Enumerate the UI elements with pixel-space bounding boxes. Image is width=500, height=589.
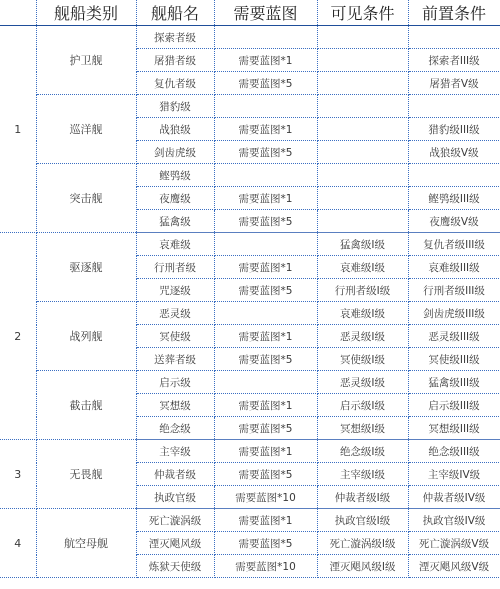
blueprint-cell (214, 302, 317, 325)
visible-condition-cell (317, 95, 408, 118)
ship-name: 探索者级 (136, 26, 214, 49)
prerequisite-cell: 屠猎者V级 (408, 72, 500, 95)
prerequisite-cell: 夜鹰级V级 (408, 210, 500, 233)
visible-condition-cell: 冥使级I级 (317, 348, 408, 371)
ship-name: 咒逐级 (136, 279, 214, 302)
ship-class: 航空母舰 (36, 509, 136, 578)
ship-name: 行刑者级 (136, 256, 214, 279)
prerequisite-cell: 战狼级V级 (408, 141, 500, 164)
ship-class: 突击舰 (36, 164, 136, 233)
ship-name: 启示级 (136, 371, 214, 394)
ship-name: 猎豹级 (136, 95, 214, 118)
table-row (0, 95, 500, 118)
blueprint-cell: 需要蓝图*10 (214, 486, 317, 509)
table-row (0, 233, 500, 256)
ship-class: 护卫舰 (36, 26, 136, 95)
visible-condition-cell: 仲裁者级I级 (317, 486, 408, 509)
ship-name: 屠猎者级 (136, 49, 214, 72)
visible-condition-cell: 绝念级I级 (317, 440, 408, 463)
visible-condition-cell: 恶灵级I级 (317, 371, 408, 394)
header-ship-name: 舰船名 (136, 0, 214, 26)
table-row (0, 302, 500, 325)
prerequisite-cell: 猎豹级III级 (408, 118, 500, 141)
visible-condition-cell: 行刑者级I级 (317, 279, 408, 302)
visible-condition-cell (317, 210, 408, 233)
prerequisite-cell: 鲣鸮级III级 (408, 187, 500, 210)
group-number: 2 (0, 233, 36, 440)
visible-condition-cell: 死亡漩涡级I级 (317, 532, 408, 555)
ship-name: 猛禽级 (136, 210, 214, 233)
visible-condition-cell (317, 49, 408, 72)
ship-name: 送葬者级 (136, 348, 214, 371)
ship-name: 哀难级 (136, 233, 214, 256)
ship-name: 复仇者级 (136, 72, 214, 95)
visible-condition-cell (317, 141, 408, 164)
visible-condition-cell (317, 187, 408, 210)
group-number: 3 (0, 440, 36, 509)
visible-condition-cell: 哀难级I级 (317, 302, 408, 325)
blueprint-cell (214, 164, 317, 187)
blueprint-cell (214, 26, 317, 49)
ship-name: 仲裁者级 (136, 463, 214, 486)
prerequisite-cell: 复仇者级III级 (408, 233, 500, 256)
table-row (0, 509, 500, 532)
prerequisite-cell (408, 164, 500, 187)
ship-name: 湮灭飓风级 (136, 532, 214, 555)
group-number: 4 (0, 509, 36, 578)
prerequisite-cell: 执政官级IV级 (408, 509, 500, 532)
blueprint-cell: 需要蓝图*1 (214, 394, 317, 417)
ship-class: 截击舰 (36, 371, 136, 440)
blueprint-cell (214, 371, 317, 394)
blueprint-cell: 需要蓝图*1 (214, 509, 317, 532)
visible-condition-cell (317, 118, 408, 141)
visible-condition-cell: 启示级I级 (317, 394, 408, 417)
blueprint-cell: 需要蓝图*5 (214, 532, 317, 555)
prerequisite-cell: 绝念级III级 (408, 440, 500, 463)
visible-condition-cell: 哀难级I级 (317, 256, 408, 279)
visible-condition-cell (317, 26, 408, 49)
prerequisite-cell: 猛禽级III级 (408, 371, 500, 394)
ship-name: 炼狱天使级 (136, 555, 214, 578)
ship-name: 恶灵级 (136, 302, 214, 325)
prerequisite-cell: 冥使级III级 (408, 348, 500, 371)
blueprint-cell: 需要蓝图*1 (214, 325, 317, 348)
header-blueprint: 需要蓝图 (214, 0, 317, 26)
blueprint-cell: 需要蓝图*1 (214, 440, 317, 463)
ship-name: 主宰级 (136, 440, 214, 463)
header-group (0, 0, 36, 26)
ship-class: 巡洋舰 (36, 95, 136, 164)
prerequisite-cell: 湮灭飓风级V级 (408, 555, 500, 578)
prerequisite-cell: 恶灵级III级 (408, 325, 500, 348)
ship-name: 冥想级 (136, 394, 214, 417)
ship-name: 鲣鸮级 (136, 164, 214, 187)
blueprint-cell: 需要蓝图*5 (214, 279, 317, 302)
blueprint-cell: 需要蓝图*1 (214, 49, 317, 72)
visible-condition-cell: 湮灭飓风级I级 (317, 555, 408, 578)
prerequisite-cell (408, 95, 500, 118)
prerequisite-cell: 仲裁者级IV级 (408, 486, 500, 509)
blueprint-cell (214, 233, 317, 256)
prerequisite-cell: 主宰级IV级 (408, 463, 500, 486)
ship-name: 死亡漩涡级 (136, 509, 214, 532)
visible-condition-cell: 恶灵级I级 (317, 325, 408, 348)
ship-class: 驱逐舰 (36, 233, 136, 302)
header-ship-class: 舰船类别 (36, 0, 136, 26)
ship-name: 夜鹰级 (136, 187, 214, 210)
blueprint-cell: 需要蓝图*5 (214, 417, 317, 440)
ship-name: 战狼级 (136, 118, 214, 141)
ship-class: 战列舰 (36, 302, 136, 371)
prerequisite-cell: 行刑者级III级 (408, 279, 500, 302)
blueprint-cell: 需要蓝图*1 (214, 187, 317, 210)
blueprint-cell: 需要蓝图*5 (214, 72, 317, 95)
visible-condition-cell: 冥想级I级 (317, 417, 408, 440)
visible-condition-cell (317, 164, 408, 187)
header-visible-condition: 可见条件 (317, 0, 408, 26)
prerequisite-cell: 死亡漩涡级V级 (408, 532, 500, 555)
table-row (0, 371, 500, 394)
blueprint-cell (214, 95, 317, 118)
prerequisite-cell: 哀难级III级 (408, 256, 500, 279)
header-row (0, 0, 500, 26)
blueprint-cell: 需要蓝图*5 (214, 348, 317, 371)
ship-name: 剑齿虎级 (136, 141, 214, 164)
blueprint-cell: 需要蓝图*5 (214, 463, 317, 486)
visible-condition-cell (317, 72, 408, 95)
prerequisite-cell (408, 26, 500, 49)
prerequisite-cell: 剑齿虎级III级 (408, 302, 500, 325)
visible-condition-cell: 执政官级I级 (317, 509, 408, 532)
ship-name: 冥使级 (136, 325, 214, 348)
blueprint-cell: 需要蓝图*1 (214, 118, 317, 141)
group-number: 1 (0, 26, 36, 233)
blueprint-cell: 需要蓝图*1 (214, 256, 317, 279)
blueprint-cell: 需要蓝图*5 (214, 210, 317, 233)
table-row (0, 26, 500, 49)
prerequisite-cell: 探索者III级 (408, 49, 500, 72)
blueprint-cell: 需要蓝图*5 (214, 141, 317, 164)
prerequisite-cell: 启示级III级 (408, 394, 500, 417)
visible-condition-cell: 猛禽级I级 (317, 233, 408, 256)
ship-name: 绝念级 (136, 417, 214, 440)
blueprint-cell: 需要蓝图*10 (214, 555, 317, 578)
visible-condition-cell: 主宰级I级 (317, 463, 408, 486)
ship-name: 执政官级 (136, 486, 214, 509)
table-row (0, 164, 500, 187)
ship-class: 无畏舰 (36, 440, 136, 509)
header-prerequisite: 前置条件 (408, 0, 500, 26)
prerequisite-cell: 冥想级III级 (408, 417, 500, 440)
table-row (0, 440, 500, 463)
